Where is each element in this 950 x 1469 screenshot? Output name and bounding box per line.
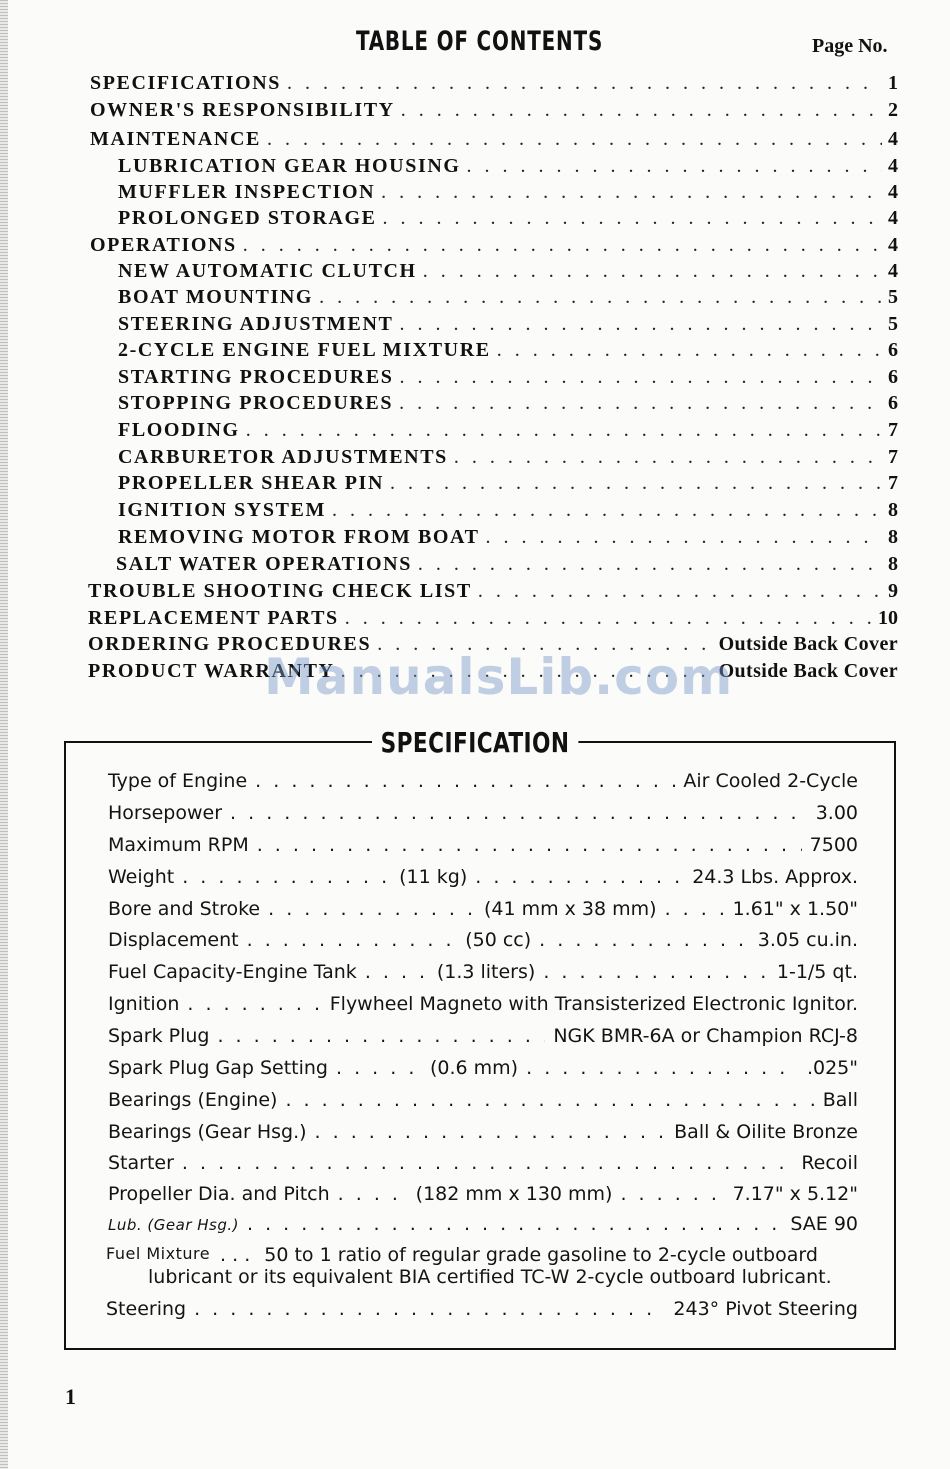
toc-entry[interactable] — [118, 260, 898, 286]
toc-entry[interactable] — [118, 313, 898, 339]
dot-leader — [243, 234, 882, 257]
toc-entry-page: 6 — [888, 366, 898, 388]
toc-entry-page: 8 — [888, 526, 898, 548]
dot-leader — [475, 866, 684, 888]
toc-entry[interactable] — [118, 392, 898, 418]
spec-label: Bearings (Engine) — [108, 1089, 278, 1111]
dot-leader — [620, 1183, 724, 1205]
dot-leader — [187, 993, 321, 1015]
spec-row — [108, 1089, 858, 1117]
dot-leader — [478, 580, 882, 603]
toc-entry-page: 4 — [888, 128, 898, 150]
watermark: ManualsLib.com — [264, 648, 734, 706]
spec-row — [108, 1057, 858, 1085]
spec-row — [108, 866, 858, 894]
dot-leader — [182, 1152, 793, 1174]
toc-entry-label: OPERATIONS — [90, 234, 237, 256]
spec-row — [108, 993, 858, 1021]
toc-entry-page: 9 — [888, 580, 898, 602]
dot-leader — [247, 1213, 782, 1235]
spec-row — [108, 929, 858, 957]
spec-row — [108, 1213, 858, 1241]
toc-entry-label: STOPPING PROCEDURES — [118, 392, 394, 414]
spec-row — [108, 1152, 858, 1180]
toc-entry[interactable] — [90, 128, 898, 154]
dot-leader — [182, 866, 391, 888]
dot-leader — [315, 1121, 667, 1143]
spec-row — [108, 1025, 858, 1053]
dot-leader — [332, 499, 882, 522]
spec-row — [106, 1298, 858, 1326]
scan-edge — [0, 0, 8, 1469]
fuel-mixture-label: Fuel Mixture — [106, 1244, 211, 1263]
page-number: 1 — [65, 1384, 76, 1409]
toc-entry-page: 7 — [888, 419, 898, 441]
dot-leader — [336, 1057, 422, 1079]
toc-entry[interactable] — [118, 472, 898, 498]
spec-value: 7.17" x 5.12" — [732, 1183, 858, 1205]
toc-entry[interactable] — [88, 580, 898, 606]
toc-entry-label: FLOODING — [118, 419, 240, 441]
spec-label: Maximum RPM — [108, 834, 249, 856]
spec-label: Propeller Dia. and Pitch — [108, 1183, 330, 1205]
toc-entry-label: STEERING ADJUSTMENT — [118, 313, 394, 335]
dot-leader — [497, 339, 882, 362]
fuel-mixture-line1: 50 to 1 ratio of regular grade gasoline to 2-cycle outboard — [264, 1244, 818, 1266]
dot-leader — [399, 392, 882, 415]
toc-entry-page: 6 — [888, 392, 898, 414]
toc-entry-label: SPECIFICATIONS — [90, 72, 281, 94]
toc-entry-page: Outside Back Cover — [718, 633, 898, 655]
toc-entry-page: 8 — [888, 553, 898, 575]
spec-label: Fuel Capacity-Engine Tank — [108, 961, 357, 983]
spec-label: Steering — [106, 1298, 187, 1320]
toc-entry-page: 8 — [888, 499, 898, 521]
spec-metric: (0.6 mm) — [430, 1057, 519, 1079]
dot-leader — [467, 155, 882, 178]
toc-entry-page: 4 — [888, 155, 898, 177]
spec-value: 24.3 Lbs. Approx. — [692, 866, 858, 888]
toc-entry[interactable] — [118, 155, 898, 181]
spec-row — [108, 961, 858, 989]
toc-entry-page: 4 — [888, 234, 898, 256]
dot-leader — [665, 898, 725, 920]
toc-entry[interactable] — [116, 553, 898, 579]
spec-metric: (1.3 liters) — [436, 961, 536, 983]
spec-row — [108, 1183, 858, 1211]
spec-row — [108, 898, 858, 926]
spec-label: Spark Plug — [108, 1025, 210, 1047]
toc-entry-page: 4 — [888, 260, 898, 282]
dot-leader — [246, 419, 882, 442]
toc-entry-label: 2-CYCLE ENGINE FUEL MIXTURE — [118, 339, 491, 361]
toc-entry-label: STARTING PROCEDURES — [118, 366, 394, 388]
toc-entry-page: 5 — [888, 313, 898, 335]
dot-leader — [399, 366, 882, 389]
spec-value: Air Cooled 2-Cycle — [683, 770, 858, 792]
spec-label: Bearings (Gear Hsg.) — [108, 1121, 307, 1143]
dot-leader — [383, 207, 882, 230]
toc-entry-label: SALT WATER OPERATIONS — [116, 553, 412, 575]
spec-metric: (41 mm x 38 mm) — [483, 898, 657, 920]
dot-leader — [247, 929, 458, 951]
dot-leader — [399, 313, 882, 336]
dot-leader — [345, 607, 872, 630]
dot-leader — [338, 1183, 408, 1205]
toc-entry[interactable] — [118, 286, 898, 312]
toc-entry-label: TROUBLE SHOOTING CHECK LIST — [88, 580, 472, 602]
spec-value: NGK BMR-6A or Champion RCJ-8 — [553, 1025, 858, 1047]
toc-entry[interactable] — [90, 234, 898, 260]
spec-row — [108, 834, 858, 862]
toc-entry-label: MUFFLER INSPECTION — [118, 181, 376, 203]
toc-entry[interactable] — [118, 499, 898, 525]
toc-entry-label: IGNITION SYSTEM — [118, 499, 326, 521]
dot-leader — [267, 128, 882, 151]
dot-leader — [319, 286, 882, 309]
toc-entry-label: MAINTENANCE — [90, 128, 261, 150]
spec-label: Type of Engine — [108, 770, 248, 792]
dot-leader — [194, 1298, 665, 1320]
toc-entry-label: PRODUCT WARRANTY — [88, 660, 335, 682]
fuel-mixture — [106, 1244, 858, 1288]
toc-entry-label: NEW AUTOMATIC CLUTCH — [118, 260, 417, 282]
spec-value: 1.61" x 1.50" — [732, 898, 858, 920]
spec-label: Spark Plug Gap Setting — [108, 1057, 328, 1079]
spec-value: Flywheel Magneto with Transisterized Electronic Ignitor. — [329, 993, 858, 1015]
toc-entry-label: LUBRICATION GEAR HOUSING — [118, 155, 461, 177]
toc-entry[interactable] — [88, 607, 898, 633]
dot-leader: . . . — [220, 1244, 251, 1266]
dot-leader — [287, 72, 882, 95]
toc-entry-label: BOAT MOUNTING — [118, 286, 314, 308]
spec-metric: (50 cc) — [465, 929, 532, 951]
spec-label: Weight — [108, 866, 175, 888]
toc-entry-page: 7 — [888, 446, 898, 468]
spec-row — [108, 770, 858, 798]
toc-title: TABLE OF CONTENTS — [356, 26, 604, 57]
toc-entry[interactable] — [118, 419, 898, 445]
spec-label: Starter — [108, 1152, 174, 1174]
spec-label: Displacement — [108, 929, 239, 951]
dot-leader — [539, 929, 750, 951]
dot-leader — [365, 961, 429, 983]
spec-value: SAE 90 — [790, 1213, 858, 1235]
dot-leader — [543, 961, 769, 983]
spec-value: Recoil — [801, 1152, 858, 1174]
spec-row — [108, 802, 858, 830]
toc-entry[interactable] — [118, 446, 898, 472]
dot-leader — [401, 99, 882, 122]
page-no-header: Page No. — [812, 35, 888, 57]
spec-value: 3.00 — [815, 802, 858, 824]
toc-entry-page: 7 — [888, 472, 898, 494]
toc-entry-label: REMOVING MOTOR FROM BOAT — [118, 526, 480, 548]
spec-value: Ball — [822, 1089, 858, 1111]
spec-label: Horsepower — [108, 802, 223, 824]
toc-entry-label: ORDERING PROCEDURES — [88, 633, 372, 655]
dot-leader — [486, 526, 882, 549]
spec-value: 7500 — [809, 834, 858, 856]
dot-leader — [381, 181, 882, 204]
toc-entry-label: OWNER'S RESPONSIBILITY — [90, 99, 395, 121]
toc-entry-page: 1 — [888, 72, 898, 94]
toc-entry-page: Outside Back Cover — [718, 660, 898, 682]
toc-entry-page: 4 — [888, 207, 898, 229]
spec-value: 1-1/5 qt. — [776, 961, 858, 983]
toc-entry-label: PROPELLER SHEAR PIN — [118, 472, 384, 494]
spec-value: 243° Pivot Steering — [673, 1298, 858, 1320]
dot-leader — [454, 446, 882, 469]
toc-entry-label: CARBURETOR ADJUSTMENTS — [118, 446, 448, 468]
specification-title: SPECIFICATION — [372, 726, 578, 759]
spec-value: Ball & Oilite Bronze — [674, 1121, 858, 1143]
spec-value: .025" — [806, 1057, 858, 1079]
spec-metric: (11 kg) — [399, 866, 468, 888]
spec-metric: (182 mm x 130 mm) — [415, 1183, 613, 1205]
dot-leader — [418, 553, 882, 576]
dot-leader — [230, 802, 808, 824]
toc-entry-page: 4 — [888, 181, 898, 203]
dot-leader — [423, 260, 882, 283]
toc-entry[interactable] — [90, 99, 898, 125]
toc-entry-page: 2 — [888, 99, 898, 121]
toc-entry-label: REPLACEMENT PARTS — [88, 607, 339, 629]
toc-entry[interactable] — [118, 181, 898, 207]
toc-entry-label: PROLONGED STORAGE — [118, 207, 377, 229]
spec-row — [108, 1121, 858, 1149]
toc-entry[interactable] — [118, 339, 898, 365]
fuel-mixture-line2: lubricant or its equivalent BIA certified TC-W 2-cycle outboard lubricant. — [148, 1266, 832, 1288]
toc-entry[interactable] — [118, 366, 898, 392]
dot-leader — [285, 1089, 814, 1111]
dot-leader — [255, 770, 675, 792]
toc-entry[interactable] — [118, 207, 898, 233]
dot-leader — [268, 898, 476, 920]
spec-label: Ignition — [108, 993, 180, 1015]
toc-entry-page: 5 — [888, 286, 898, 308]
dot-leader — [217, 1025, 545, 1047]
spec-value: 3.05 cu.in. — [757, 929, 859, 951]
dot-leader — [526, 1057, 799, 1079]
toc-entry[interactable] — [118, 526, 898, 552]
toc-entry[interactable] — [90, 72, 898, 98]
spec-label: Bore and Stroke — [108, 898, 261, 920]
dot-leader — [257, 834, 802, 856]
spec-label: Lub. (Gear Hsg.) — [108, 1216, 239, 1234]
toc-entry-page: 10 — [878, 607, 898, 629]
toc-entry-page: 6 — [888, 339, 898, 361]
dot-leader — [390, 472, 882, 495]
